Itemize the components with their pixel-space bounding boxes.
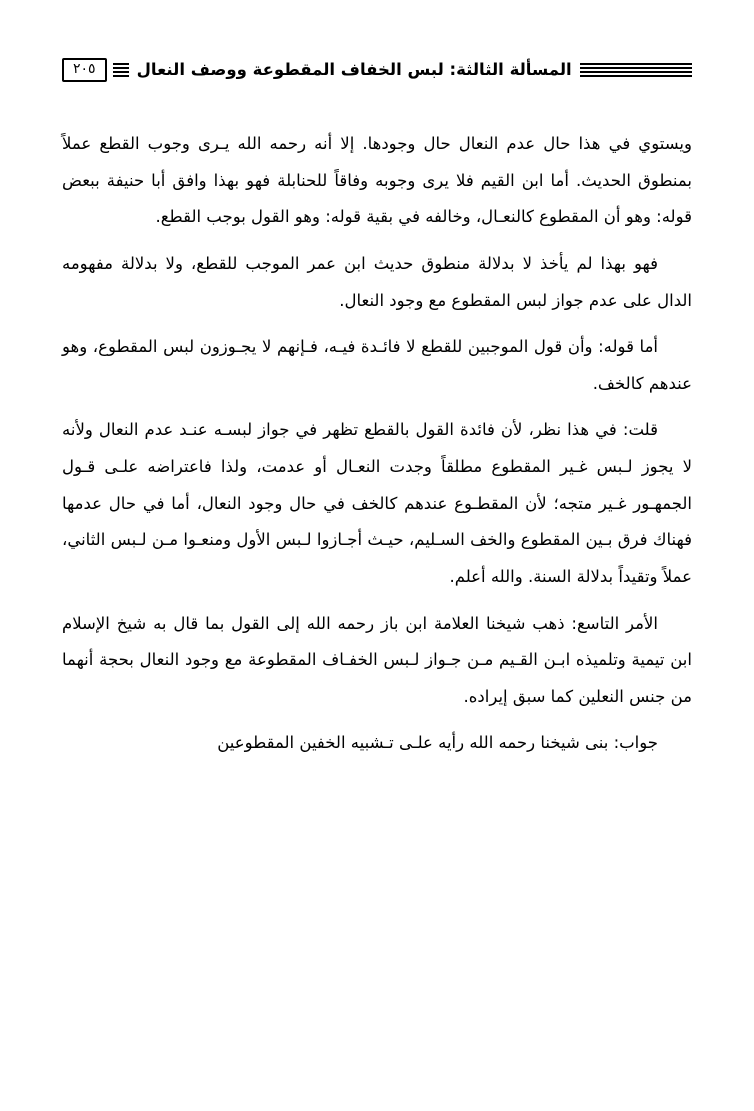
paragraph: الأمر التاسع: ذهب شيخنا العلامة ابن باز رحمه الله إلى القول بما قال به شيخ الإسلام ابن تيمية وتلميذه ابـن القـيم مـن جـواز لـبس الخفـاف المقطوعة مع وجود النعال بحجة أنهما من جنس النعلين كما سبق إيراده. xyxy=(62,613,692,706)
paragraph: أما قوله: وأن قول الموجبين للقطع لا فائـدة فيـه، فـإنهم لا يجـوزون لبس المقطوع، وهو عندهم كالخف. xyxy=(62,337,692,393)
paragraph: قلت: في هذا نظر، لأن فائدة القول بالقطع تظهر في جواز لبسـه عنـد عدم النعال ولأنه لا يجوز لـبس غـير المقطوع مطلقاً وجدت النعـال أو عدمت، ولذا فاعتراضه علـى قـول الجمهـور غـير متجه؛ لأن المقطـوع عندهم كالخف في حال وجود النعال، أما في حال عدمها فهناك فرق بـين المقطوع والخف السـليم، حيـث أجـازوا لـبس الأول ومنعـوا مـن لـبس الثاني، عملاً وتقيداً بدلالة السنة. والله أعلم. xyxy=(62,420,692,586)
paragraph: ويستوي في هذا حال عدم النعال حال وجودها. إلا أنه رحمه الله يـرى وجوب القطع عملاً بمنطوق الحديث. أما ابن القيم فلا يرى وجوبه وفاقاً للحنابلة فهو بهذا وافق أبا حنيفة ببعض قوله: وهو أن المقطوع كالنعـال، وخالفه في بقية قوله: وهو القول بوجب القطع. xyxy=(62,134,692,227)
page-header xyxy=(62,52,692,88)
paragraph: فهو بهذا لم يأخذ لا بدلالة منطوق حديث ابن عمر الموجب للقطع، ولا بدلالة مفهومه الدال على عدم جواز لبس المقطوع مع وجود النعال. xyxy=(62,253,692,310)
page-number-box: ٢٠٥ xyxy=(62,58,107,82)
horizontal-rule-ornament-right xyxy=(580,63,692,77)
header-title: المسألة الثالثة: لبس الخفاف المقطوعة ووصف النعال xyxy=(136,59,572,79)
body-text xyxy=(62,126,692,762)
horizontal-rule-ornament-left xyxy=(113,63,129,77)
paragraph: جواب: بنى شيخنا رحمه الله رأيه علـى تـشبيه الخفين المقطوعين xyxy=(217,733,658,753)
